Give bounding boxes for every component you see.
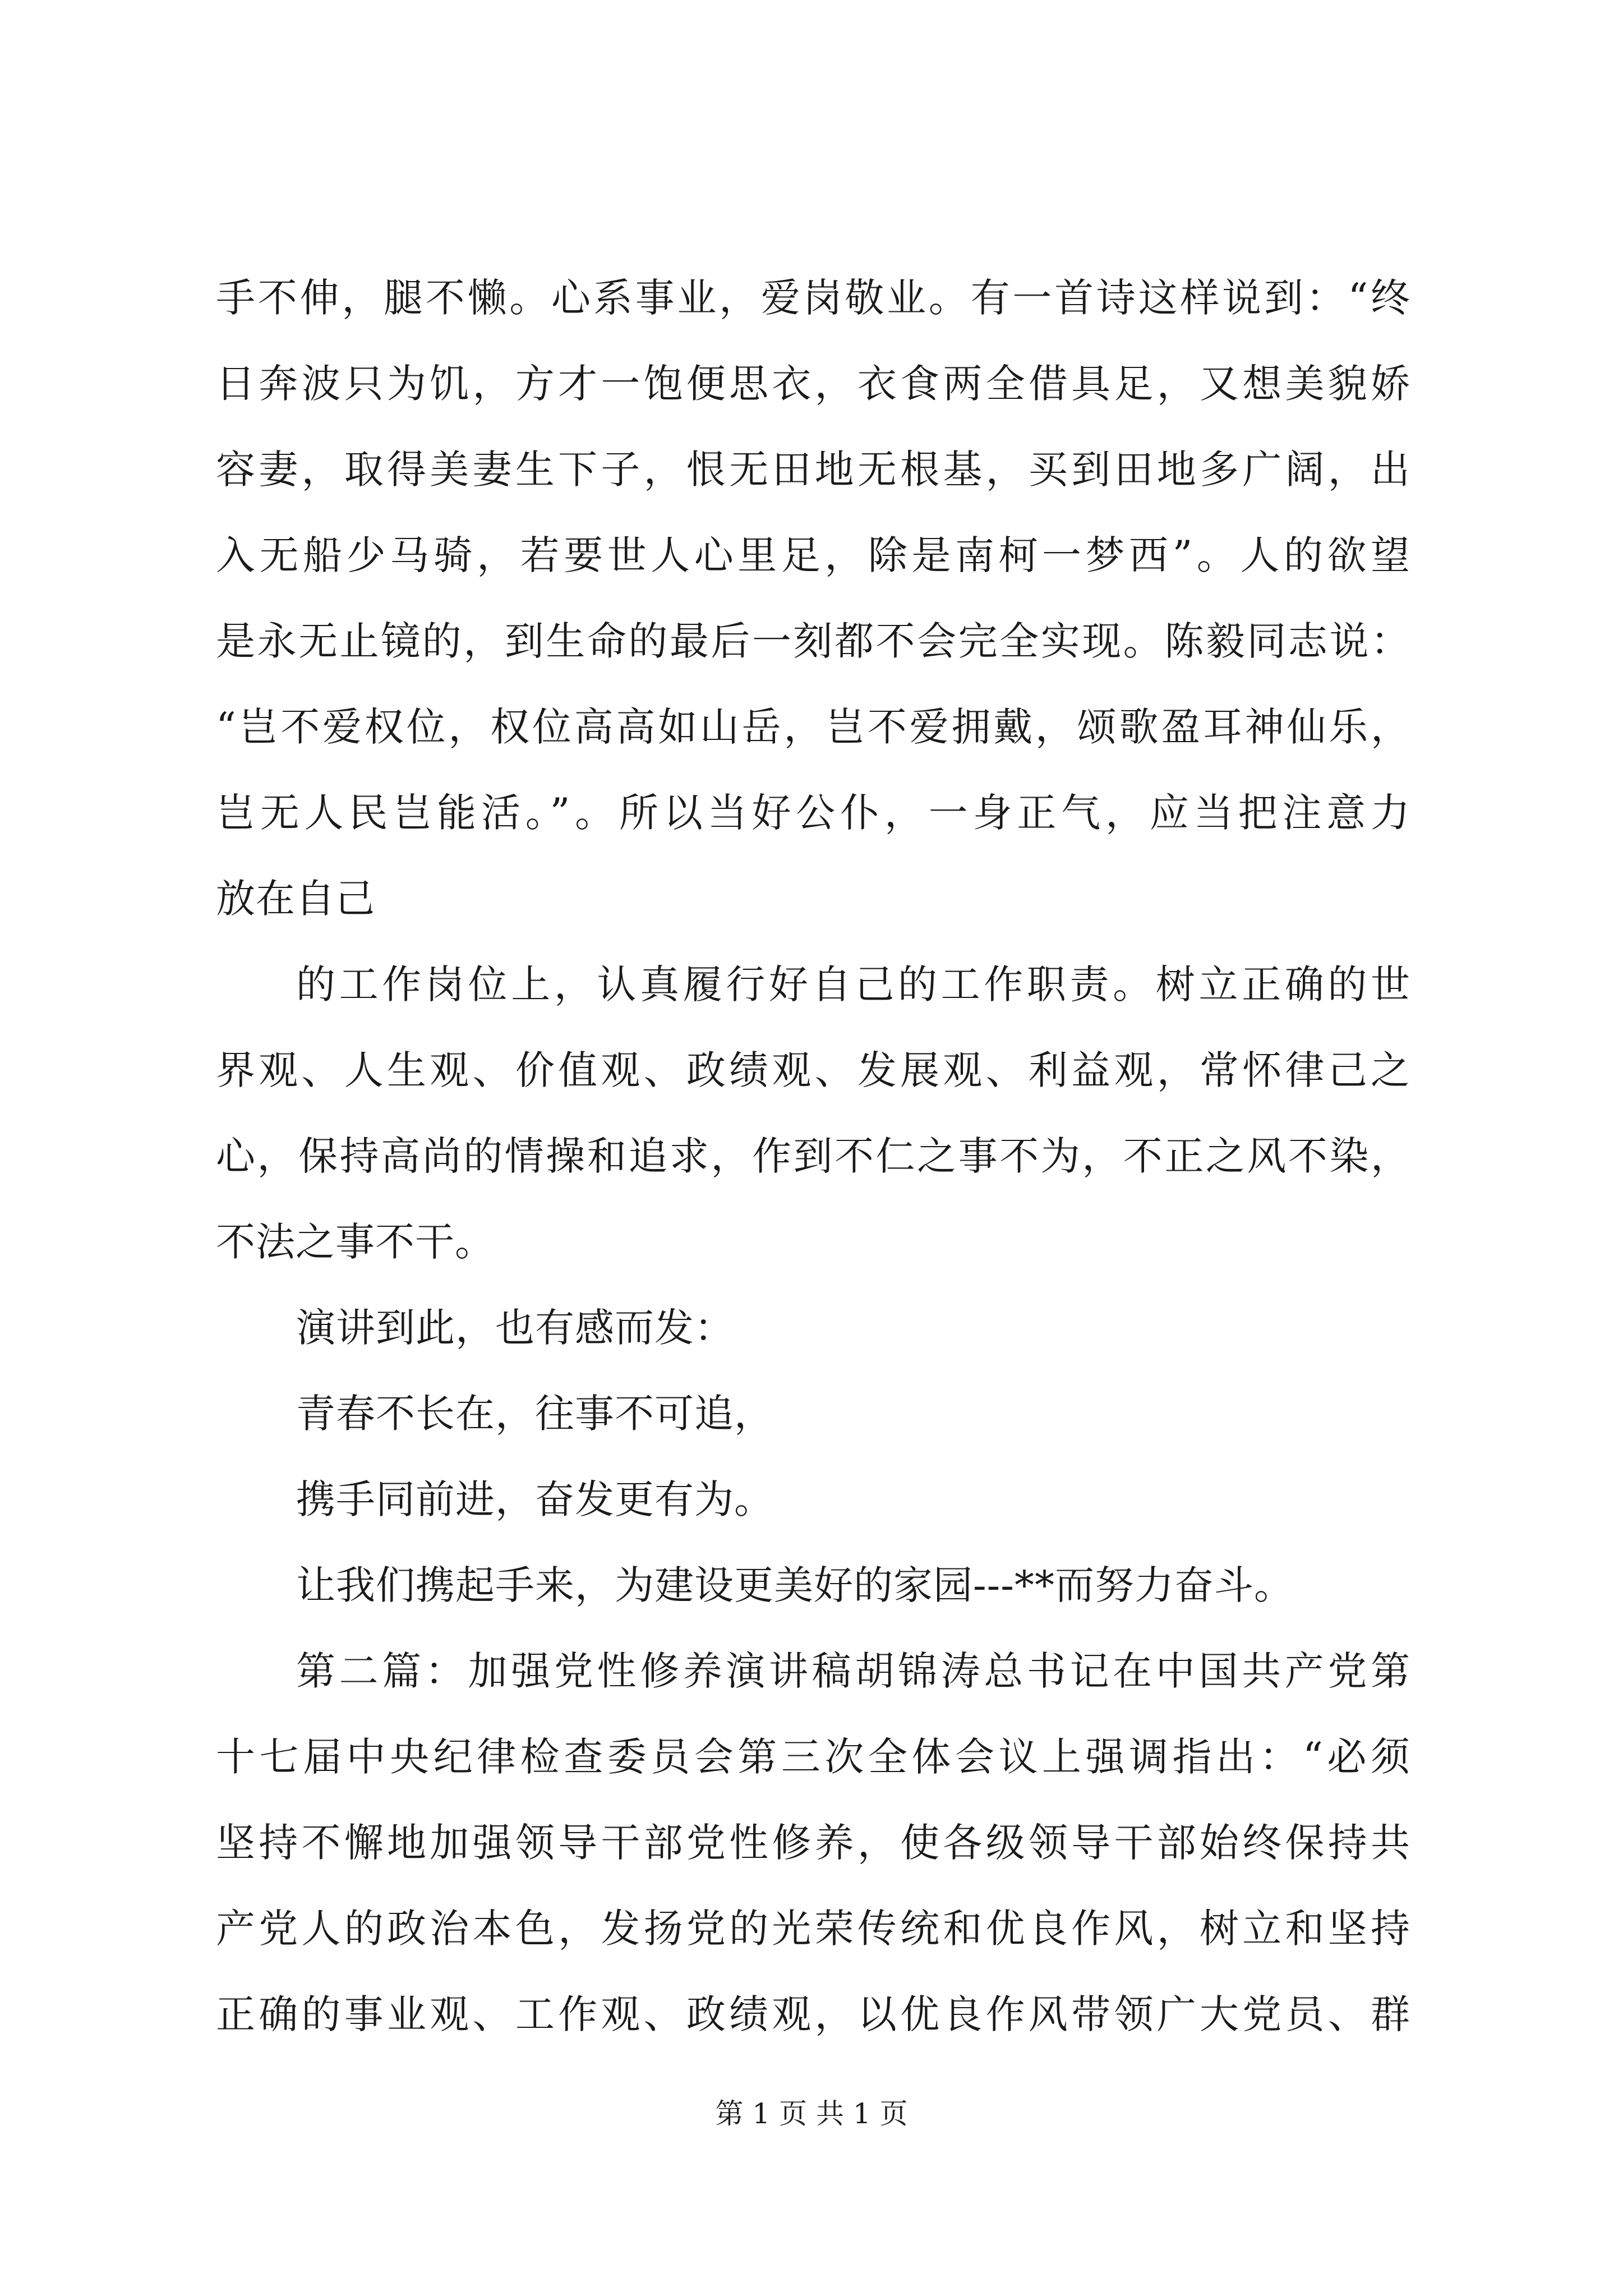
text-line: 界观、人生观、价值观、政绩观、发展观、利益观，常怀律己之 bbox=[216, 1047, 1410, 1093]
text-line: 演讲到此，也有感而发： bbox=[296, 1305, 734, 1351]
text-line: 十七届中央纪律检查委员会第三次全体会议上强调指出：“必须 bbox=[216, 1734, 1410, 1780]
page-number-footer: 第 1 页 共 1 页 bbox=[715, 2097, 908, 2130]
text-line: 携手同前进，奋发更有为。 bbox=[296, 1476, 774, 1522]
text-line: 产党人的政治本色，发扬党的光荣传统和优良作风，树立和坚持 bbox=[216, 1906, 1410, 1952]
text-line: 手不伸，腿不懒。心系事业，爱岗敬业。有一首诗这样说到：“终 bbox=[216, 275, 1410, 321]
text-line: 容妻，取得美妻生下子，恨无田地无根基，买到田地多广阔，出 bbox=[216, 447, 1410, 493]
text-line: 坚持不懈地加强领导干部党性修养，使各级领导干部始终保持共 bbox=[216, 1820, 1410, 1866]
text-line: 正确的事业观、工作观、政绩观，以优良作风带领广大党员、群 bbox=[216, 1991, 1410, 2037]
text-line: 的工作岗位上，认真履行好自己的工作职责。树立正确的世 bbox=[296, 961, 1410, 1007]
text-line: 青春不长在，往事不可追， bbox=[296, 1391, 774, 1437]
text-line: 岂无人民岂能活。”。所以当好公仆，一身正气，应当把注意力 bbox=[216, 790, 1410, 836]
text-line: “岂不爱权位，权位高高如山岳，岂不爱拥戴，颂歌盈耳神仙乐， bbox=[216, 704, 1410, 750]
text-line: 入无船少马骑，若要世人心里足，除是南柯一梦西”。人的欲望 bbox=[216, 532, 1410, 578]
text-line: 让我们携起手来，为建设更美好的家园---**而努力奋斗。 bbox=[296, 1562, 1294, 1608]
body-text bbox=[216, 255, 1410, 2058]
text-line: 日奔波只为饥，方才一饱便思衣，衣食两全借具足，又想美貌娇 bbox=[216, 361, 1410, 407]
text-line: 不法之事不干。 bbox=[216, 1219, 495, 1265]
text-line: 放在自己 bbox=[216, 876, 375, 922]
text-line: 心，保持高尚的情操和追求，作到不仁之事不为，不正之风不染， bbox=[216, 1133, 1410, 1179]
text-line: 是永无止镜的，到生命的最后一刻都不会完全实现。陈毅同志说： bbox=[216, 618, 1410, 664]
text-line: 第二篇：加强党性修养演讲稿胡锦涛总书记在中国共产党第 bbox=[296, 1648, 1410, 1694]
